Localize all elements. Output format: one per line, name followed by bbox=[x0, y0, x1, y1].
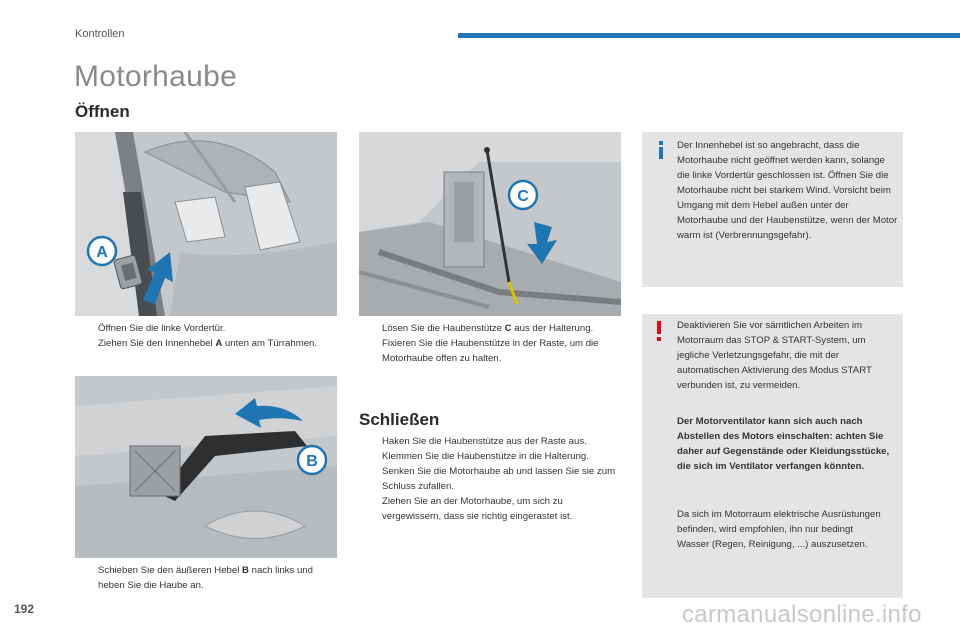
step-text: Haken Sie die Haubenstütze aus der Raste aus. bbox=[382, 436, 587, 447]
step-text: Öffnen Sie die linke Vordertür. bbox=[98, 323, 226, 334]
step-text: Ziehen Sie den Innenhebel bbox=[98, 338, 216, 349]
step-item bbox=[359, 449, 621, 464]
info-icon bbox=[656, 141, 666, 159]
step-text: Ziehen Sie an der Motorhaube, um sich zu vergewissern, dass sie richtig eingerastet ist. bbox=[382, 496, 573, 522]
watermark: carmanualsonline.info bbox=[682, 601, 922, 628]
step-text: Fixieren Sie die Haubenstütze in der Raste, um die Motorhaube offen zu halten. bbox=[382, 338, 599, 364]
figure-interior-lever bbox=[75, 132, 337, 316]
step-text: A bbox=[215, 338, 223, 349]
figure-c-label: C bbox=[517, 188, 529, 205]
warning-paragraph-3: Da sich im Motorraum elektrische Ausrüstungen befinden, wird empfohlen, ihn nur bedingt Wasser (Regen, Reinigung, ...) auszusetzen. bbox=[677, 509, 881, 550]
steps-open-interior bbox=[75, 321, 337, 351]
step-text: B bbox=[242, 565, 249, 576]
step-item bbox=[75, 336, 337, 351]
step-text: Klemmen Sie die Haubenstütze in die Halterung. bbox=[382, 451, 589, 462]
step-item bbox=[359, 494, 621, 524]
step-text: Schieben Sie den äußeren Hebel bbox=[98, 565, 243, 576]
info-text: Der Innenhebel ist so angebracht, dass die Motorhaube nicht geöffnet werden kann, solange die linke Vordertür geschlossen ist. Öffnen Sie die Motorhaube nicht bei starkem Wind. Vorsicht beim Umgang mit dem Hebel außen unter der Motorhaube und der Haubenstütze, wenn der Motor warm ist (Verbrennungsgefahr). bbox=[677, 140, 898, 241]
steps-open-prop bbox=[359, 321, 621, 366]
steps-close bbox=[359, 434, 621, 524]
section-heading-open: Öffnen bbox=[75, 102, 130, 121]
warning-box bbox=[642, 314, 903, 598]
step-text: aus der Halterung. bbox=[511, 323, 594, 334]
step-item bbox=[359, 321, 621, 336]
step-text: Senken Sie die Motorhaube ab und lassen Sie sie zum Schluss zufallen. bbox=[382, 466, 616, 492]
figure-b-label: B bbox=[306, 453, 318, 470]
step-item bbox=[359, 434, 621, 449]
warning-paragraph-1: Deaktivieren Sie vor sämtlichen Arbeiten im Motorraum das STOP & START-System, um jegliche Verletzungsgefahr, die mit der automatischen Aktivierung des Modus START verbunden ist, zu vermeiden. bbox=[677, 320, 872, 391]
exclamation-icon bbox=[656, 321, 662, 341]
step-item bbox=[359, 336, 621, 366]
figure-exterior-lever bbox=[75, 376, 337, 558]
warning-paragraph-2: Der Motorventilator kann sich auch nach Abstellen des Motors einschalten: achten Sie daher auf Gegenstände oder Kleidungsstücke, die sich im Ventilator verfangen könnten. bbox=[677, 416, 890, 472]
info-box bbox=[642, 132, 903, 287]
step-text: C bbox=[504, 323, 512, 334]
header-accent-bar bbox=[458, 33, 960, 38]
section-heading-close: Schließen bbox=[359, 410, 440, 429]
page-number: 192 bbox=[14, 602, 35, 616]
step-text: nach links und heben Sie die Haube an. bbox=[98, 565, 313, 591]
section-label: Kontrollen bbox=[75, 28, 125, 40]
figure-a-label: A bbox=[96, 244, 108, 261]
step-item bbox=[359, 464, 621, 494]
step-item bbox=[75, 563, 337, 593]
steps-open-exterior bbox=[75, 563, 337, 593]
step-text: unten am Türrahmen. bbox=[222, 338, 318, 349]
figure-hood-prop bbox=[359, 132, 621, 316]
page-title: Motorhaube bbox=[74, 60, 238, 93]
step-item bbox=[75, 321, 337, 336]
step-text: Lösen Sie die Haubenstütze bbox=[382, 323, 505, 334]
